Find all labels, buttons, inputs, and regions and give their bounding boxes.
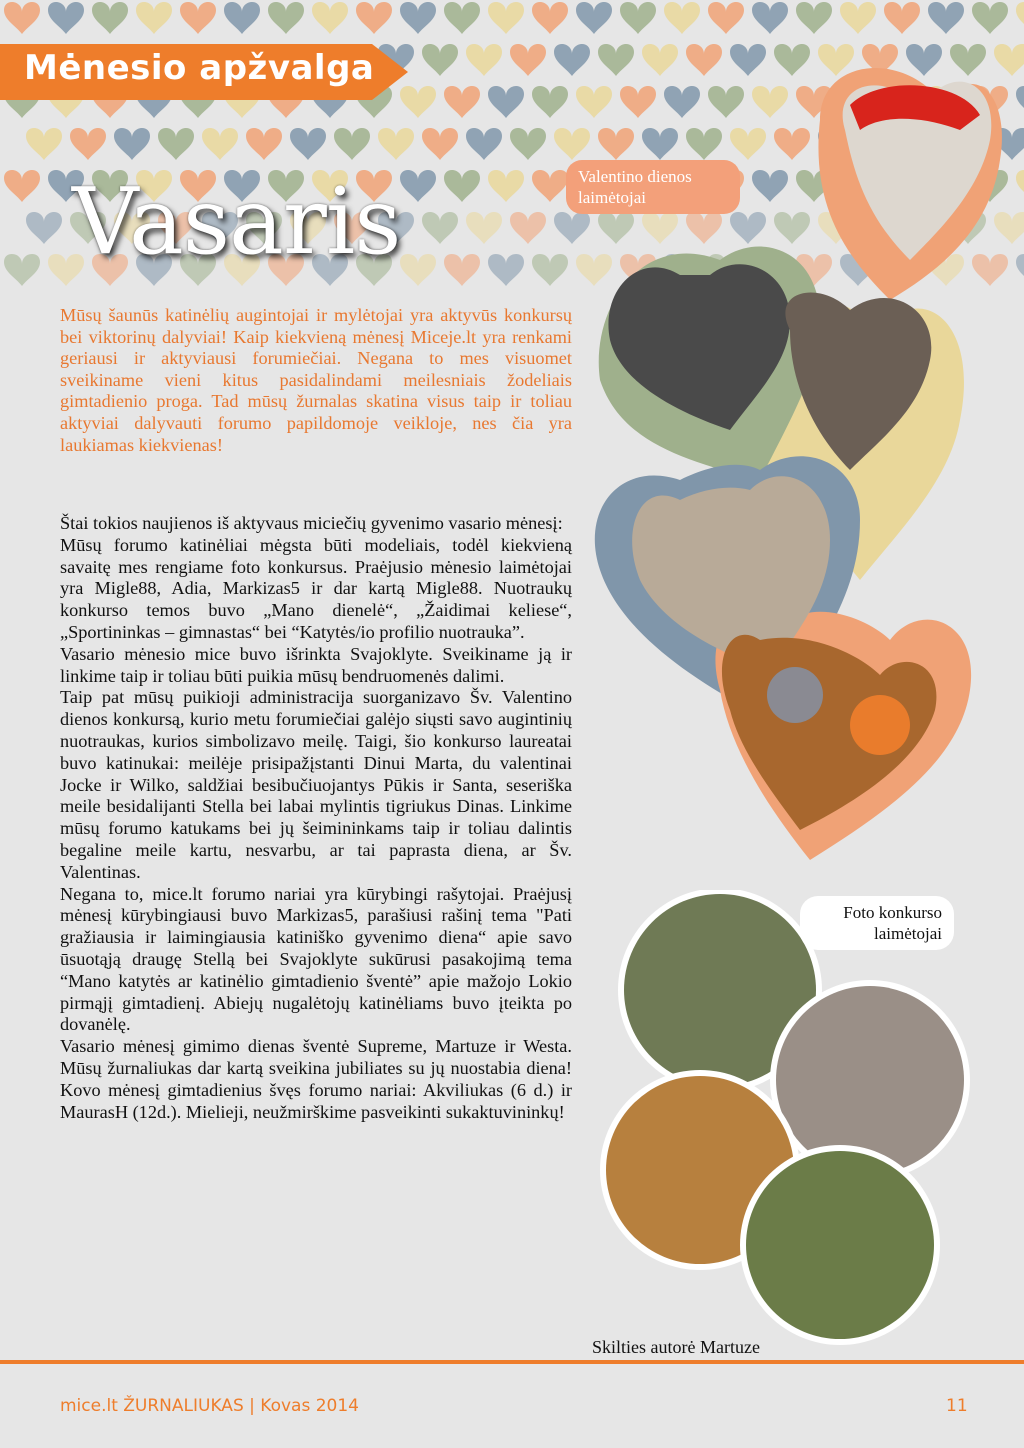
intro-paragraph: Mūsų šaunūs katinėlių augintojai ir mylėtojai yra aktyvūs konkursų bei viktorinų dalyviai! Kaip kiekvieną mėnesį Miceje.lt yra renkami geriausi ir aktyviausi forumiečiai. Negana to mes visuomet sveikiname vieni kitus pasidalindami meilesniais žodeliais gimtadienio proga. Tad mūsų žurnalas skatina visus taip ir toliau aktyviai dalyvauti forumo papildomoje veikloje, nes čia yra laukiamas kiekvienas! (60, 305, 572, 455)
decorative-heart (422, 44, 458, 76)
decorative-heart (268, 2, 304, 34)
photo-contest-collage (600, 890, 1020, 1360)
decorative-heart (180, 2, 216, 34)
decorative-heart (444, 86, 480, 118)
decorative-heart (48, 2, 84, 34)
decorative-heart (4, 2, 40, 34)
decorative-heart (4, 170, 40, 202)
month-title: Vasaris (72, 168, 401, 275)
column-author: Skilties autorė Martuze (592, 1337, 760, 1357)
decorative-heart (378, 128, 414, 160)
decorative-heart (708, 2, 744, 34)
valentine-winners-caption: Valentino dienos laimėtojai (566, 160, 740, 214)
decorative-heart (400, 2, 436, 34)
photo-circle-kissing-cats-inner (776, 986, 964, 1174)
decorative-heart (466, 128, 502, 160)
decorative-heart (796, 2, 832, 34)
decorative-heart (202, 128, 238, 160)
decorative-heart (136, 2, 172, 34)
page-number: 11 (946, 1396, 968, 1416)
decorative-heart (972, 2, 1008, 34)
decorative-heart (510, 128, 546, 160)
decorative-heart (400, 254, 436, 286)
decorative-heart (1016, 2, 1024, 34)
decorative-heart (664, 2, 700, 34)
decorative-heart (444, 254, 480, 286)
decorative-heart (444, 170, 480, 202)
decorative-heart (400, 170, 436, 202)
decorative-heart (114, 128, 150, 160)
decorative-heart (92, 2, 128, 34)
decorative-heart (752, 2, 788, 34)
photo-contest-caption: Foto konkurso laimėtojai (800, 896, 954, 950)
article-paragraph: Štai tokios naujienos iš aktyvaus miciečių gyvenimo vasario mėnesį: (60, 513, 563, 533)
decorative-heart (488, 170, 524, 202)
decorative-heart (928, 2, 964, 34)
article-body (60, 513, 572, 1123)
section-banner (0, 42, 410, 102)
article-paragraph: Vasario mėnesio mice buvo išrinkta Svajoklyte. Sveikiname ją ir linkime taip ir toliau būti puikia mūsų bendruomenės dalimi. (60, 643, 572, 686)
article-paragraph: Vasario mėnesį gimimo dienas šventė Supreme, Martuze ir Westa. Mūsų žurnaliukas dar kartą sveikina jubiliates su jų nuostabia diena! Kovo mėnesį gimtadienius švęs forumo nariai: Akviliukas (6 d.) ir MaurasH (12d.). Mielieji, neužmirškime pasveikinti sukaktuvininkų! (60, 1036, 572, 1122)
decorative-heart (224, 2, 260, 34)
decorative-heart (444, 2, 480, 34)
decorative-heart (466, 44, 502, 76)
decorative-heart (840, 2, 876, 34)
decorative-heart (26, 128, 62, 160)
decorative-heart (620, 2, 656, 34)
decorative-heart (488, 86, 524, 118)
article-paragraph: Negana to, mice.lt forumo nariai yra kūrybingi rašytojai. Praėjusį mėnesį kūrybingiausi buvo Markizas5, parašiusi rašinį tema "Pati gražiausia ir laimingiausia katiniško gyvenimo diena“ apie savo ūsuotąją draugę Stellą bei Svajoklyte sukūrusi pasakojimą tema “Mano katytės ar katinėlio gimtadienio šventė” apie mažojo Lokio pirmąjį gimtadienį. Abiejų nugalėtojų katinėliams buvo įteikta po dovanėlę. (60, 883, 572, 1035)
tiger-toy-face (850, 695, 910, 755)
footer-divider (0, 1360, 1024, 1364)
decorative-heart (488, 254, 524, 286)
decorative-heart (510, 212, 546, 244)
decorative-heart (466, 212, 502, 244)
footer-magazine-name: mice.lt ŽURNALIUKAS | Kovas 2014 (60, 1396, 359, 1416)
decorative-heart (4, 254, 40, 286)
decorative-heart (532, 2, 568, 34)
decorative-heart (510, 44, 546, 76)
decorative-heart (884, 2, 920, 34)
article-paragraph: Taip pat mūsų puikioji administracija suorganizavo Šv. Valentino dienos konkursą, kurio metu forumiečiai galėjo siųsti savo augintinių nuotraukas, kurios simbolizavo meilę. Taigi, šio konkurso laureatai buvo katinukai: meilėje prisipažįstanti Dinui Marta, du valentinai Jocke ir Wilko, saldžiai besibučiuojantys Pūkis ir Santa, seseriška meile besidalijanti Stella bei labai mylintis tigriukus Dinas. Linkime mūsų forumo katukams bei jų šeimininkams taip ir toliau dalintis begaline meile kartu, nesvarbu, ar tai paprasta diena, ar Šv. Valentinas. (60, 687, 572, 882)
decorative-heart (246, 128, 282, 160)
decorative-heart (356, 2, 392, 34)
decorative-heart (422, 128, 458, 160)
decorative-heart (70, 128, 106, 160)
decorative-heart (312, 2, 348, 34)
photo-circle-kitten-grass-inner (746, 1151, 934, 1339)
grey-cat-face (767, 667, 823, 723)
decorative-heart (576, 2, 612, 34)
decorative-heart (422, 212, 458, 244)
decorative-heart (158, 128, 194, 160)
decorative-heart (334, 128, 370, 160)
decorative-heart (26, 212, 62, 244)
decorative-heart (488, 2, 524, 34)
decorative-heart (290, 128, 326, 160)
article-paragraph: Mūsų forumo katinėliai mėgsta būti modeliais, todėl kiekvieną savaitę mes rengiame foto konkursus. Praėjusio mėnesio laimėtojai yra Migle88, Adia, Markizas5 ir dar kartą Migle88. Nuotraukų konkurso temos buvo „Mano dienelė“, „Žaidimai keliese“, „Sportininkas – gimnastas“ bei “Katytės/io profilio nuotrauka”. (60, 534, 572, 642)
section-title: Mėnesio apžvalga (24, 48, 375, 88)
